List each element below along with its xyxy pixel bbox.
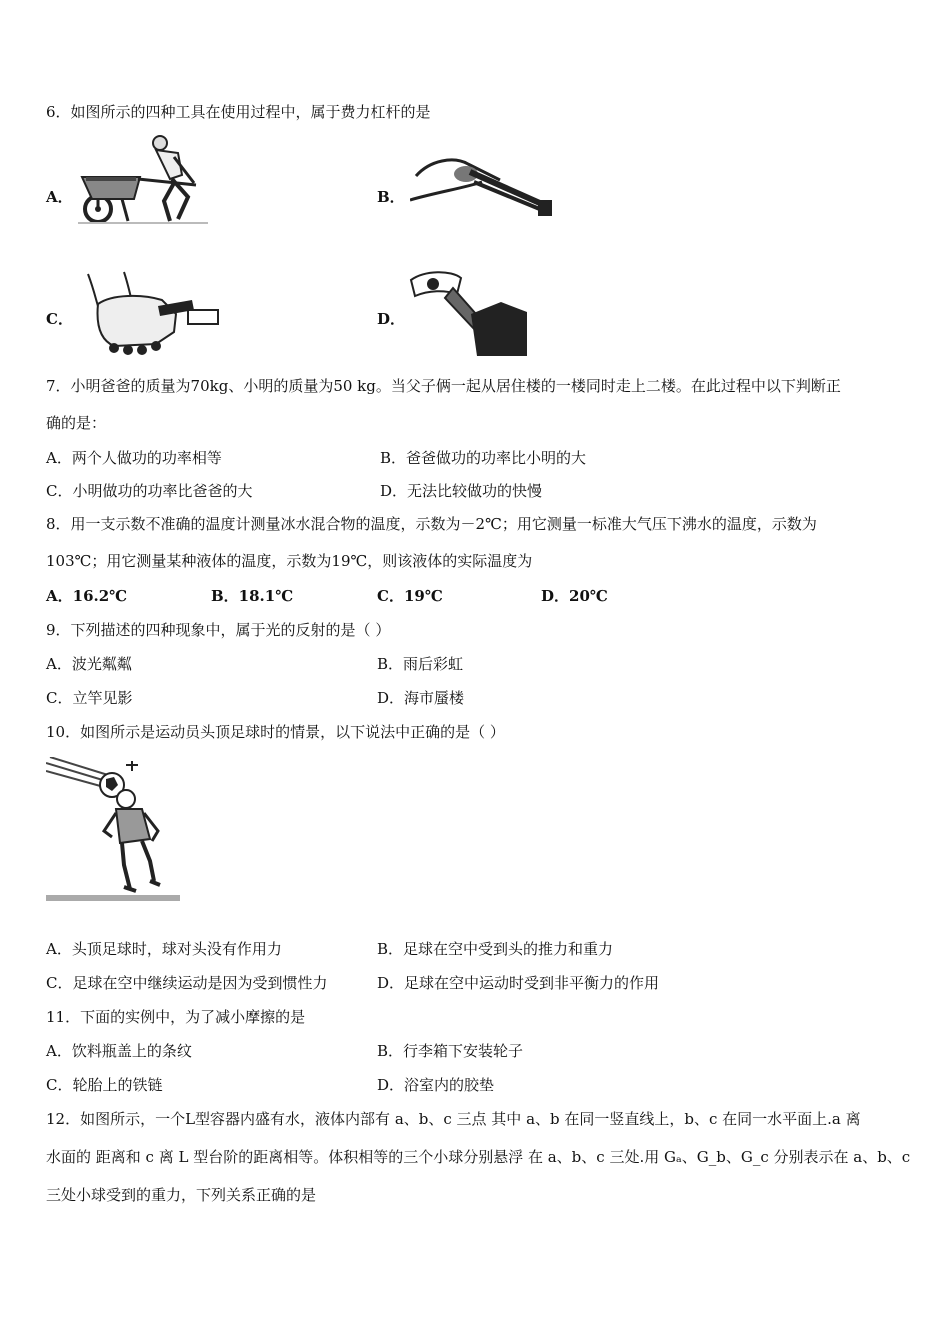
q9-stem: 9．下列描述的四种现象中，属于光的反射的是（ ）	[46, 621, 391, 639]
hand-scissors-image	[84, 270, 224, 358]
q10-option-b: B．足球在空中受到头的推力和重力	[377, 940, 614, 958]
q6-option-a: A．	[46, 188, 73, 206]
q9-option-c: C．立竿见影	[46, 689, 133, 707]
q7-option-c: C．小明做功的功率比爸爸的大	[46, 482, 253, 500]
q11-stem: 11．下面的实例中，为了减小摩擦的是	[46, 1008, 306, 1026]
q12-stem-line1: 12．如图所示，一个L型容器内盛有水，液体内部有 a、b、c 三点 其中 a、b 在同一竖直线上，b、c 在同一水平面上.a 离	[46, 1110, 861, 1128]
q9-option-d: D．海市蜃楼	[377, 689, 465, 707]
q9-option-a: A．波光粼粼	[46, 655, 132, 673]
q7-option-a: A．两个人做功的功率相等	[46, 449, 222, 467]
q7-option-d: D．无法比较做功的快慢	[380, 482, 543, 500]
wheelbarrow-image	[78, 135, 208, 227]
bottle-opener-image	[405, 268, 531, 358]
q11-option-c: C．轮胎上的铁链	[46, 1076, 163, 1094]
q8-option-a: A．16.2℃	[46, 587, 128, 605]
q10-option-c: C．足球在空中继续运动是因为受到惯性力	[46, 974, 328, 992]
pliers-image	[410, 152, 560, 226]
soccer-header-image	[46, 757, 184, 903]
q7-option-b: B．爸爸做功的功率比小明的大	[380, 449, 587, 467]
q11-option-b: B．行李箱下安装轮子	[377, 1042, 524, 1060]
q9-option-b: B．雨后彩虹	[377, 655, 464, 673]
q10-option-d: D．足球在空中运动时受到非平衡力的作用	[377, 974, 660, 992]
q7-stem-line2: 确的是：	[46, 414, 107, 432]
q8-option-d: D．20℃	[541, 587, 608, 605]
q8-option-c: C．19℃	[377, 587, 443, 605]
q8-stem-line2: 103℃；用它测量某种液体的温度，示数为19℃，则该液体的实际温度为	[46, 552, 533, 570]
q12-stem-line3: 三处小球受到的重力，下列关系正确的是	[46, 1186, 317, 1204]
q6-stem: 6．如图所示的四种工具在使用过程中，属于费力杠杆的是	[46, 103, 431, 121]
q10-option-a: A．头顶足球时，球对头没有作用力	[46, 940, 282, 958]
q11-option-a: A．饮料瓶盖上的条纹	[46, 1042, 192, 1060]
q6-option-b: B．	[377, 188, 405, 206]
q8-option-b: B．18.1℃	[211, 587, 294, 605]
q12-stem-line2: 水面的 距离和 c 离 L 型台阶的距离相等。体积相等的三个小球分别悬浮 在 a、b、c 三处.用 Gₐ、G_b、G_c 分别表示在 a、b、c	[46, 1148, 911, 1166]
q7-stem-line1: 7．小明爸爸的质量为70kg、小明的质量为50 kg。当父子俩一起从居住楼的一楼同时走上二楼。在此过程中以下判断正	[46, 377, 841, 395]
q6-option-d: D．	[377, 310, 406, 328]
q11-option-d: D．浴室内的胶垫	[377, 1076, 495, 1094]
q6-option-c: C．	[46, 310, 73, 328]
q8-stem-line1: 8．用一支示数不准确的温度计测量冰水混合物的温度，示数为－2℃；用它测量一标准大气压下沸水的温度，示数为	[46, 515, 817, 533]
q10-stem: 10．如图所示是运动员头顶足球时的情景，以下说法中正确的是（ ）	[46, 723, 505, 741]
